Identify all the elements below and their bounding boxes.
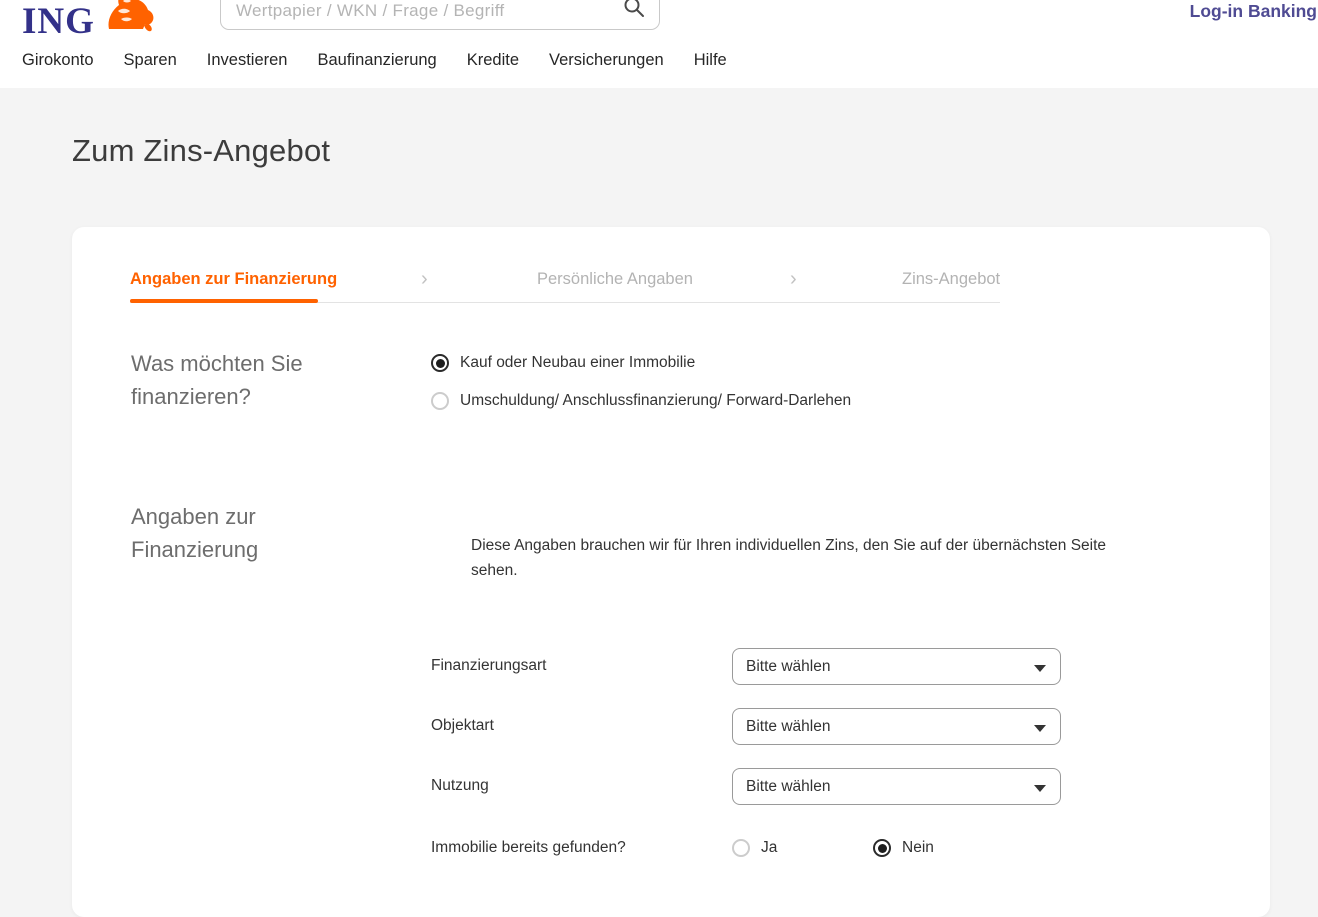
nav-item-kredite[interactable]: Kredite	[466, 51, 520, 69]
form-row-finanzierungsart	[431, 648, 1221, 684]
main-nav	[22, 51, 727, 70]
radio-label: Ja	[761, 839, 778, 856]
dropdown-caret-icon	[1034, 665, 1046, 672]
search-input[interactable]	[220, 0, 660, 30]
objektart-select[interactable]	[732, 708, 1061, 745]
radio-kauf-oder-neubau[interactable]	[431, 354, 695, 372]
field-label: Finanzierungsart	[431, 657, 547, 674]
radio-selected-icon[interactable]	[873, 839, 891, 857]
finanzierungsart-select[interactable]	[732, 648, 1061, 685]
stepper-active-bar	[130, 299, 318, 303]
section-heading-angaben-finanzierung: Angaben zur Finanzierung	[131, 504, 259, 562]
financing-form-card	[72, 227, 1270, 917]
page-title: Zum Zins-Angebot	[72, 133, 331, 168]
ing-logo[interactable]	[22, 0, 155, 40]
nav-item-hilfe[interactable]: Hilfe	[693, 51, 727, 69]
step-persoenliche-angaben[interactable]: Persönliche Angaben	[537, 270, 693, 288]
section-heading-was-finanzieren: Was möchten Sie finanzieren?	[131, 351, 303, 409]
radio-label: Nein	[902, 839, 934, 856]
search-icon[interactable]	[622, 0, 646, 24]
radio-label: Kauf oder Neubau einer Immobilie	[460, 354, 696, 371]
nav-item-investieren[interactable]: Investieren	[206, 51, 288, 69]
chevron-right-icon: ›	[790, 268, 797, 290]
nav-item-girokonto[interactable]: Girokonto	[22, 51, 94, 69]
form-row-nutzung	[431, 768, 1221, 804]
dropdown-caret-icon	[1034, 785, 1046, 792]
nutzung-select[interactable]	[732, 768, 1061, 805]
step-angaben-zur-finanzierung[interactable]: Angaben zur Finanzierung	[130, 270, 338, 288]
radio-selected-icon[interactable]	[431, 354, 449, 372]
chevron-right-icon: ›	[421, 268, 428, 290]
radio-ja[interactable]	[732, 839, 777, 857]
select-value: Bitte wählen	[746, 718, 831, 735]
radio-unselected-icon[interactable]	[732, 839, 750, 857]
form-row-objektart	[431, 708, 1221, 744]
ing-lion-icon	[103, 0, 155, 38]
nav-item-baufinanzierung[interactable]: Baufinanzierung	[317, 51, 437, 69]
select-value: Bitte wählen	[746, 778, 831, 795]
radio-nein[interactable]	[873, 839, 934, 857]
login-banking-link[interactable]: Log-in Banking	[1189, 1, 1317, 21]
nav-item-sparen[interactable]: Sparen	[123, 51, 177, 69]
search-placeholder: Wertpapier / WKN / Frage / Begriff	[236, 1, 505, 20]
radio-label: Umschuldung/ Anschlussfinanzierung/ Forward-Darlehen	[460, 392, 852, 409]
section-description: Diese Angaben brauchen wir für Ihren individuellen Zins, den Sie auf der übernächsten Seite sehen.	[471, 537, 1107, 579]
field-label: Objektart	[431, 717, 494, 734]
ing-wordmark: ING	[22, 1, 95, 42]
radio-umschuldung[interactable]	[431, 392, 851, 410]
field-label: Nutzung	[431, 777, 489, 794]
field-label: Immobilie bereits gefunden?	[431, 839, 626, 856]
radio-unselected-icon[interactable]	[431, 392, 449, 410]
dropdown-caret-icon	[1034, 725, 1046, 732]
step-zins-angebot[interactable]: Zins-Angebot	[902, 270, 1001, 288]
nav-item-versicherungen[interactable]: Versicherungen	[549, 51, 664, 69]
select-value: Bitte wählen	[746, 658, 831, 675]
top-header	[0, 0, 1318, 88]
